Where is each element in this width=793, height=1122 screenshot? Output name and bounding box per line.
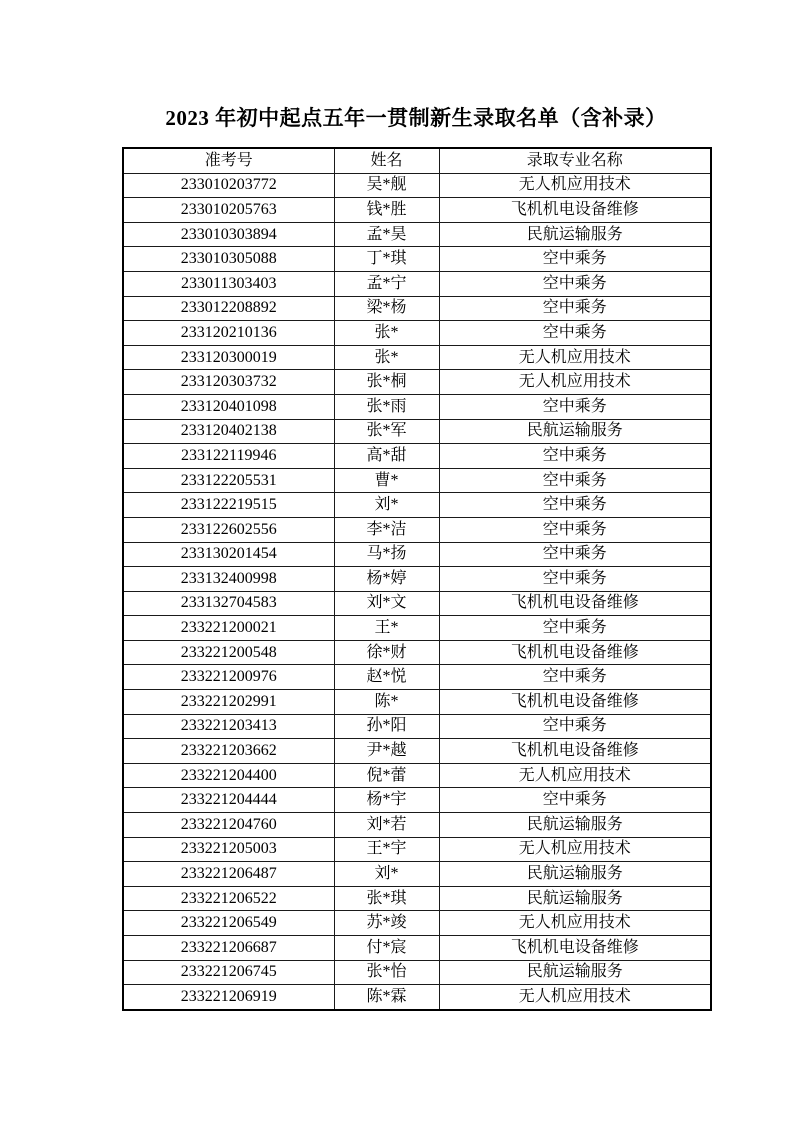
major-cell: 无人机应用技术 bbox=[439, 370, 711, 395]
table-row bbox=[123, 813, 711, 838]
exam-number-cell: 233221200976 bbox=[123, 665, 334, 690]
exam-number-cell: 233120303732 bbox=[123, 370, 334, 395]
table-row bbox=[123, 296, 711, 321]
major-cell: 空中乘务 bbox=[439, 444, 711, 469]
major-cell: 空中乘务 bbox=[439, 788, 711, 813]
table-row bbox=[123, 444, 711, 469]
table-row bbox=[123, 739, 711, 764]
table-row bbox=[123, 247, 711, 272]
exam-number-cell: 233122602556 bbox=[123, 517, 334, 542]
name-cell: 赵*悦 bbox=[334, 665, 439, 690]
exam-number-cell: 233221202991 bbox=[123, 690, 334, 715]
exam-number-cell: 233221205003 bbox=[123, 837, 334, 862]
major-cell: 空中乘务 bbox=[439, 714, 711, 739]
major-cell: 空中乘务 bbox=[439, 321, 711, 346]
name-cell: 钱*胜 bbox=[334, 198, 439, 223]
table-row bbox=[123, 960, 711, 985]
exam-number-cell: 233221204760 bbox=[123, 813, 334, 838]
table-row bbox=[123, 419, 711, 444]
name-cell: 张*桐 bbox=[334, 370, 439, 395]
exam-number-cell: 233132704583 bbox=[123, 591, 334, 616]
name-cell: 高*甜 bbox=[334, 444, 439, 469]
name-cell: 王* bbox=[334, 616, 439, 641]
name-cell: 杨*婷 bbox=[334, 567, 439, 592]
major-cell: 民航运输服务 bbox=[439, 886, 711, 911]
table-row bbox=[123, 468, 711, 493]
exam-number-cell: 233120401098 bbox=[123, 394, 334, 419]
exam-number-cell: 233221200548 bbox=[123, 640, 334, 665]
name-cell: 孙*阳 bbox=[334, 714, 439, 739]
table-row bbox=[123, 493, 711, 518]
col-header-exam-number: 准考号 bbox=[123, 148, 334, 173]
major-cell: 无人机应用技术 bbox=[439, 985, 711, 1010]
exam-number-cell: 233010305088 bbox=[123, 247, 334, 272]
major-cell: 民航运输服务 bbox=[439, 960, 711, 985]
exam-number-cell: 233130201454 bbox=[123, 542, 334, 567]
major-cell: 空中乘务 bbox=[439, 468, 711, 493]
table-row bbox=[123, 321, 711, 346]
major-cell: 空中乘务 bbox=[439, 247, 711, 272]
name-cell: 张*军 bbox=[334, 419, 439, 444]
name-cell: 刘* bbox=[334, 493, 439, 518]
table-row bbox=[123, 763, 711, 788]
major-cell: 飞机机电设备维修 bbox=[439, 739, 711, 764]
name-cell: 马*扬 bbox=[334, 542, 439, 567]
col-header-major: 录取专业名称 bbox=[439, 148, 711, 173]
table-row bbox=[123, 788, 711, 813]
exam-number-cell: 233120300019 bbox=[123, 345, 334, 370]
major-cell: 空中乘务 bbox=[439, 616, 711, 641]
exam-number-cell: 233221203413 bbox=[123, 714, 334, 739]
table-body bbox=[123, 173, 711, 1010]
major-cell: 无人机应用技术 bbox=[439, 911, 711, 936]
major-cell: 飞机机电设备维修 bbox=[439, 690, 711, 715]
major-cell: 空中乘务 bbox=[439, 394, 711, 419]
table-row bbox=[123, 370, 711, 395]
major-cell: 空中乘务 bbox=[439, 665, 711, 690]
major-cell: 无人机应用技术 bbox=[439, 837, 711, 862]
major-cell: 无人机应用技术 bbox=[439, 345, 711, 370]
name-cell: 倪*蕾 bbox=[334, 763, 439, 788]
major-cell: 空中乘务 bbox=[439, 271, 711, 296]
major-cell: 空中乘务 bbox=[439, 567, 711, 592]
exam-number-cell: 233120402138 bbox=[123, 419, 334, 444]
name-cell: 苏*竣 bbox=[334, 911, 439, 936]
major-cell: 民航运输服务 bbox=[439, 862, 711, 887]
table-row bbox=[123, 198, 711, 223]
name-cell: 吴*舰 bbox=[334, 173, 439, 198]
major-cell: 无人机应用技术 bbox=[439, 763, 711, 788]
table-row bbox=[123, 936, 711, 961]
table-row bbox=[123, 886, 711, 911]
major-cell: 民航运输服务 bbox=[439, 813, 711, 838]
exam-number-cell: 233221206487 bbox=[123, 862, 334, 887]
table-row bbox=[123, 837, 711, 862]
name-cell: 陈* bbox=[334, 690, 439, 715]
major-cell: 民航运输服务 bbox=[439, 419, 711, 444]
table-row bbox=[123, 542, 711, 567]
major-cell: 无人机应用技术 bbox=[439, 173, 711, 198]
major-cell: 飞机机电设备维修 bbox=[439, 591, 711, 616]
table-row bbox=[123, 517, 711, 542]
name-cell: 刘*若 bbox=[334, 813, 439, 838]
table-row bbox=[123, 591, 711, 616]
exam-number-cell: 233122219515 bbox=[123, 493, 334, 518]
table-row bbox=[123, 665, 711, 690]
name-cell: 丁*琪 bbox=[334, 247, 439, 272]
major-cell: 民航运输服务 bbox=[439, 222, 711, 247]
table-row bbox=[123, 985, 711, 1010]
table-row bbox=[123, 640, 711, 665]
table-row bbox=[123, 222, 711, 247]
name-cell: 尹*越 bbox=[334, 739, 439, 764]
major-cell: 空中乘务 bbox=[439, 517, 711, 542]
major-cell: 飞机机电设备维修 bbox=[439, 640, 711, 665]
table-row bbox=[123, 345, 711, 370]
exam-number-cell: 233012208892 bbox=[123, 296, 334, 321]
exam-number-cell: 233221206549 bbox=[123, 911, 334, 936]
exam-number-cell: 233221203662 bbox=[123, 739, 334, 764]
major-cell: 空中乘务 bbox=[439, 542, 711, 567]
name-cell: 梁*杨 bbox=[334, 296, 439, 321]
table-row bbox=[123, 394, 711, 419]
name-cell: 曹* bbox=[334, 468, 439, 493]
exam-number-cell: 233221204444 bbox=[123, 788, 334, 813]
name-cell: 王*宇 bbox=[334, 837, 439, 862]
name-cell: 陈*霖 bbox=[334, 985, 439, 1010]
exam-number-cell: 233221206745 bbox=[123, 960, 334, 985]
exam-number-cell: 233221204400 bbox=[123, 763, 334, 788]
exam-number-cell: 233221206687 bbox=[123, 936, 334, 961]
name-cell: 付*宸 bbox=[334, 936, 439, 961]
table-row bbox=[123, 616, 711, 641]
exam-number-cell: 233221206522 bbox=[123, 886, 334, 911]
name-cell: 刘* bbox=[334, 862, 439, 887]
table-row bbox=[123, 567, 711, 592]
col-header-name: 姓名 bbox=[334, 148, 439, 173]
major-cell: 飞机机电设备维修 bbox=[439, 198, 711, 223]
name-cell: 孟*昊 bbox=[334, 222, 439, 247]
admission-table bbox=[122, 147, 712, 1011]
exam-number-cell: 233221200021 bbox=[123, 616, 334, 641]
exam-number-cell: 233122119946 bbox=[123, 444, 334, 469]
exam-number-cell: 233132400998 bbox=[123, 567, 334, 592]
table-row bbox=[123, 911, 711, 936]
major-cell: 空中乘务 bbox=[439, 296, 711, 321]
name-cell: 张*琪 bbox=[334, 886, 439, 911]
exam-number-cell: 233010203772 bbox=[123, 173, 334, 198]
exam-number-cell: 233221206919 bbox=[123, 985, 334, 1010]
name-cell: 徐*财 bbox=[334, 640, 439, 665]
exam-number-cell: 233120210136 bbox=[123, 321, 334, 346]
major-cell: 飞机机电设备维修 bbox=[439, 936, 711, 961]
page-title: 2023 年初中起点五年一贯制新生录取名单（含补录） bbox=[165, 106, 667, 130]
table-row bbox=[123, 271, 711, 296]
name-cell: 刘*文 bbox=[334, 591, 439, 616]
table-row bbox=[123, 173, 711, 198]
major-cell: 空中乘务 bbox=[439, 493, 711, 518]
name-cell: 张* bbox=[334, 345, 439, 370]
name-cell: 张*怡 bbox=[334, 960, 439, 985]
table-row bbox=[123, 714, 711, 739]
exam-number-cell: 233011303403 bbox=[123, 271, 334, 296]
name-cell: 张*雨 bbox=[334, 394, 439, 419]
table-row bbox=[123, 690, 711, 715]
table-row bbox=[123, 862, 711, 887]
exam-number-cell: 233010205763 bbox=[123, 198, 334, 223]
exam-number-cell: 233122205531 bbox=[123, 468, 334, 493]
table-header-row bbox=[123, 148, 711, 173]
name-cell: 杨*宇 bbox=[334, 788, 439, 813]
name-cell: 张* bbox=[334, 321, 439, 346]
name-cell: 李*洁 bbox=[334, 517, 439, 542]
name-cell: 孟*宁 bbox=[334, 271, 439, 296]
exam-number-cell: 233010303894 bbox=[123, 222, 334, 247]
